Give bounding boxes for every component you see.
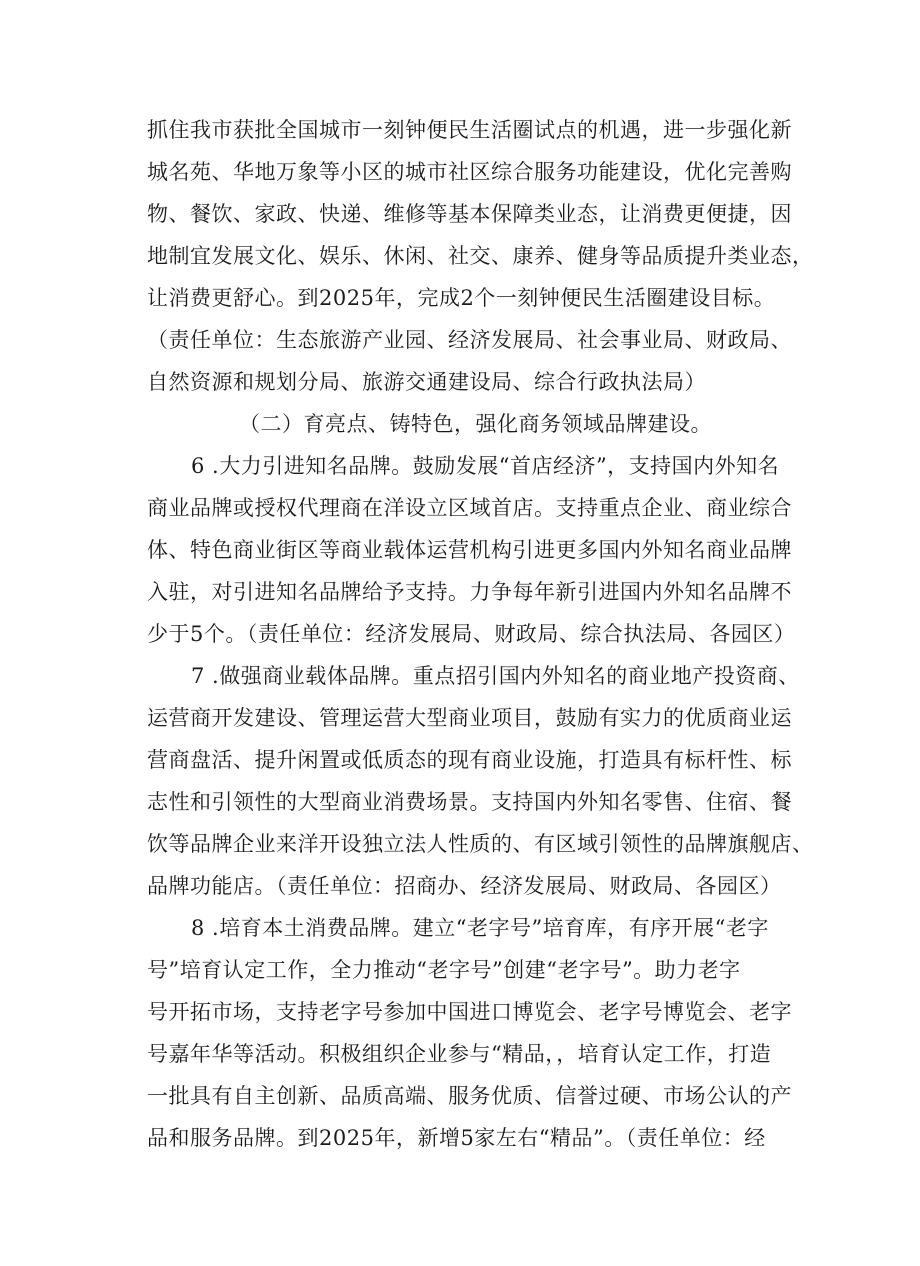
text-line: 城名苑、华地万象等小区的城市社区综合服务功能建设，优化完善购: [147, 160, 792, 184]
text-line: 品牌功能店。（责任单位：招商办、经济发展局、财政局、各园区）: [147, 874, 782, 898]
text-line: 号”培育认定工作，全力推动“老字号”创建“老字号”。助力老字: [147, 958, 741, 982]
text-line: 商业品牌或授权代理商在洋设立区域首店。支持重点企业、商业综合: [147, 496, 792, 520]
item-heading: 8 .培育本土消费品牌。建立“老字号”培育库，有序开展“老字: [191, 916, 769, 940]
text-line: 饮等品牌企业来洋开设独立法人性质的、有区域引领性的品牌旗舰店、: [147, 832, 814, 856]
text-line: 物、餐饮、家政、快递、维修等基本保障类业态，让消费更便捷，因: [147, 202, 792, 226]
text-line: 入驻，对引进知名品牌给予支持。力争每年新引进国内外知名品牌不: [147, 580, 792, 604]
text-line: 让消费更舒心。到2025年，完成2个一刻钟便民生活圈建设目标。: [147, 286, 776, 310]
text-line: 少于5个。（责任单位：经济发展局、财政局、综合执法局、各园区）: [147, 622, 796, 646]
text-line: 抓住我市获批全国城市一刻钟便民生活圈试点的机遇，进一步强化新: [147, 118, 792, 142]
text-line: 自然资源和规划分局、旅游交通建设局、综合行政执法局）: [147, 370, 706, 394]
text-line: 体、特色商业街区等商业载体运营机构引进更多国内外知名商业品牌: [147, 538, 792, 562]
section-heading: （二）育亮点、铸特色，强化商务领域品牌建设。: [239, 412, 712, 436]
item-heading: 7 .做强商业载体品牌。重点招引国内外知名的商业地产投资商、: [191, 664, 800, 688]
text-line: 营商盘活、提升闲置或低质态的现有商业设施，打造具有标杆性、标: [147, 748, 792, 772]
item-heading: 6 .大力引进知名品牌。鼓励发展“首店经济”，支持国内外知名: [191, 454, 780, 478]
text-line: （责任单位：生态旅游产业园、经济发展局、社会事业局、财政局、: [147, 328, 792, 352]
text-line: 地制宜发展文化、娱乐、休闲、社交、康养、健身等品质提升类业态，: [147, 244, 814, 268]
text-line: 运营商开发建设、管理运营大型商业项目，鼓励有实力的优质商业运: [147, 706, 792, 730]
text-line: 品和服务品牌。到2025年，新增5家左右“精品”。（责任单位：经: [147, 1126, 766, 1150]
text-line: 号开拓市场，支持老字号参加中国进口博览会、老字号博览会、老字: [147, 1000, 792, 1024]
text-line: 志性和引领性的大型商业消费场景。支持国内外知名零售、住宿、餐: [147, 790, 792, 814]
text-line: 号嘉年华等活动。积极组织企业参与“精品，，培育认定工作，打造: [147, 1042, 772, 1066]
text-line: 一批具有自主创新、品质高端、服务优质、信誉过硬、市场公认的产: [147, 1084, 792, 1108]
